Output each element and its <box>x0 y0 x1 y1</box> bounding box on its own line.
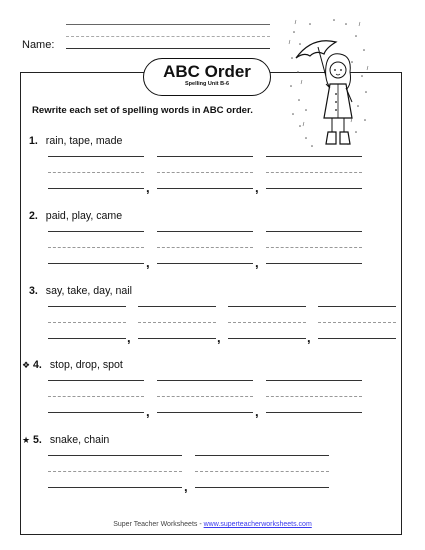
title-badge <box>143 58 271 96</box>
worksheet-subtitle: Spelling Unit B-6 <box>185 81 229 87</box>
comma: , <box>217 330 221 345</box>
answer-top-line <box>48 380 144 381</box>
question-number: 2. <box>29 210 38 222</box>
comma: , <box>146 255 150 270</box>
instructions: Rewrite each set of spelling words in ABC order. <box>32 105 253 116</box>
question-4-prompt <box>22 359 123 371</box>
answer-top-line <box>266 380 362 381</box>
question-1-prompt <box>29 135 122 147</box>
answer-dashed-line <box>266 396 362 397</box>
answer-top-line <box>48 455 182 456</box>
comma: , <box>255 404 259 419</box>
comma: , <box>307 330 311 345</box>
question-words: paid, play, came <box>45 210 123 222</box>
star-icon: ★ <box>22 435 31 445</box>
comma: , <box>146 180 150 195</box>
question-number: 5. <box>33 434 42 446</box>
answer-dashed-line <box>157 247 253 248</box>
footer-text: Super Teacher Worksheets - <box>113 521 204 528</box>
answer-dashed-line <box>157 172 253 173</box>
question-number: 4. <box>33 359 42 371</box>
comma: , <box>255 180 259 195</box>
question-3-prompt <box>29 285 132 297</box>
answer-writing-line[interactable] <box>266 188 362 189</box>
question-words: snake, chain <box>49 434 110 446</box>
answer-dashed-line <box>228 322 306 323</box>
answer-writing-line[interactable] <box>138 338 216 339</box>
answer-dashed-line <box>157 396 253 397</box>
answer-writing-line[interactable] <box>157 263 253 264</box>
question-words: say, take, day, nail <box>45 285 132 297</box>
answer-top-line <box>266 231 362 232</box>
answer-top-line <box>48 156 144 157</box>
answer-writing-line[interactable] <box>48 338 126 339</box>
answer-writing-line[interactable] <box>157 412 253 413</box>
answer-writing-line[interactable] <box>48 263 144 264</box>
comma: , <box>146 404 150 419</box>
answer-top-line <box>318 306 396 307</box>
answer-dashed-line <box>48 247 144 248</box>
comma: , <box>127 330 131 345</box>
footer <box>0 521 425 528</box>
answer-dashed-line <box>266 172 362 173</box>
worksheet-title: ABC Order <box>163 62 251 81</box>
answer-dashed-line <box>318 322 396 323</box>
answer-dashed-line <box>48 471 182 472</box>
answer-writing-line[interactable] <box>48 487 182 488</box>
answer-writing-line[interactable] <box>48 188 144 189</box>
comma: , <box>184 479 188 494</box>
footer-link[interactable]: www.superteacherworksheets.com <box>203 521 312 528</box>
name-top-line <box>66 24 270 25</box>
answer-dashed-line <box>266 247 362 248</box>
question-words: stop, drop, spot <box>49 359 123 371</box>
answer-dashed-line <box>48 322 126 323</box>
comma: , <box>255 255 259 270</box>
answer-top-line <box>48 231 144 232</box>
answer-dashed-line <box>48 172 144 173</box>
answer-writing-line[interactable] <box>157 188 253 189</box>
question-5-prompt <box>22 434 109 446</box>
answer-writing-line[interactable] <box>228 338 306 339</box>
answer-dashed-line <box>48 396 144 397</box>
name-dashed-line <box>66 36 270 37</box>
answer-writing-line[interactable] <box>48 412 144 413</box>
answer-top-line <box>157 231 253 232</box>
diamond-icon: ❖ <box>22 360 31 370</box>
question-2-prompt <box>29 210 122 222</box>
answer-dashed-line <box>138 322 216 323</box>
answer-writing-line[interactable] <box>266 263 362 264</box>
answer-top-line <box>157 156 253 157</box>
question-number: 3. <box>29 285 38 297</box>
answer-writing-line[interactable] <box>195 487 329 488</box>
answer-top-line <box>138 306 216 307</box>
answer-dashed-line <box>195 471 329 472</box>
answer-writing-line[interactable] <box>266 412 362 413</box>
name-writing-line[interactable] <box>66 48 270 49</box>
question-number: 1. <box>29 135 38 147</box>
answer-writing-line[interactable] <box>318 338 396 339</box>
answer-top-line <box>157 380 253 381</box>
answer-top-line <box>195 455 329 456</box>
answer-top-line <box>266 156 362 157</box>
question-words: rain, tape, made <box>45 135 123 147</box>
answer-top-line <box>228 306 306 307</box>
answer-top-line <box>48 306 126 307</box>
girl-umbrella-illustration <box>286 14 370 154</box>
name-label: Name: <box>22 39 55 51</box>
